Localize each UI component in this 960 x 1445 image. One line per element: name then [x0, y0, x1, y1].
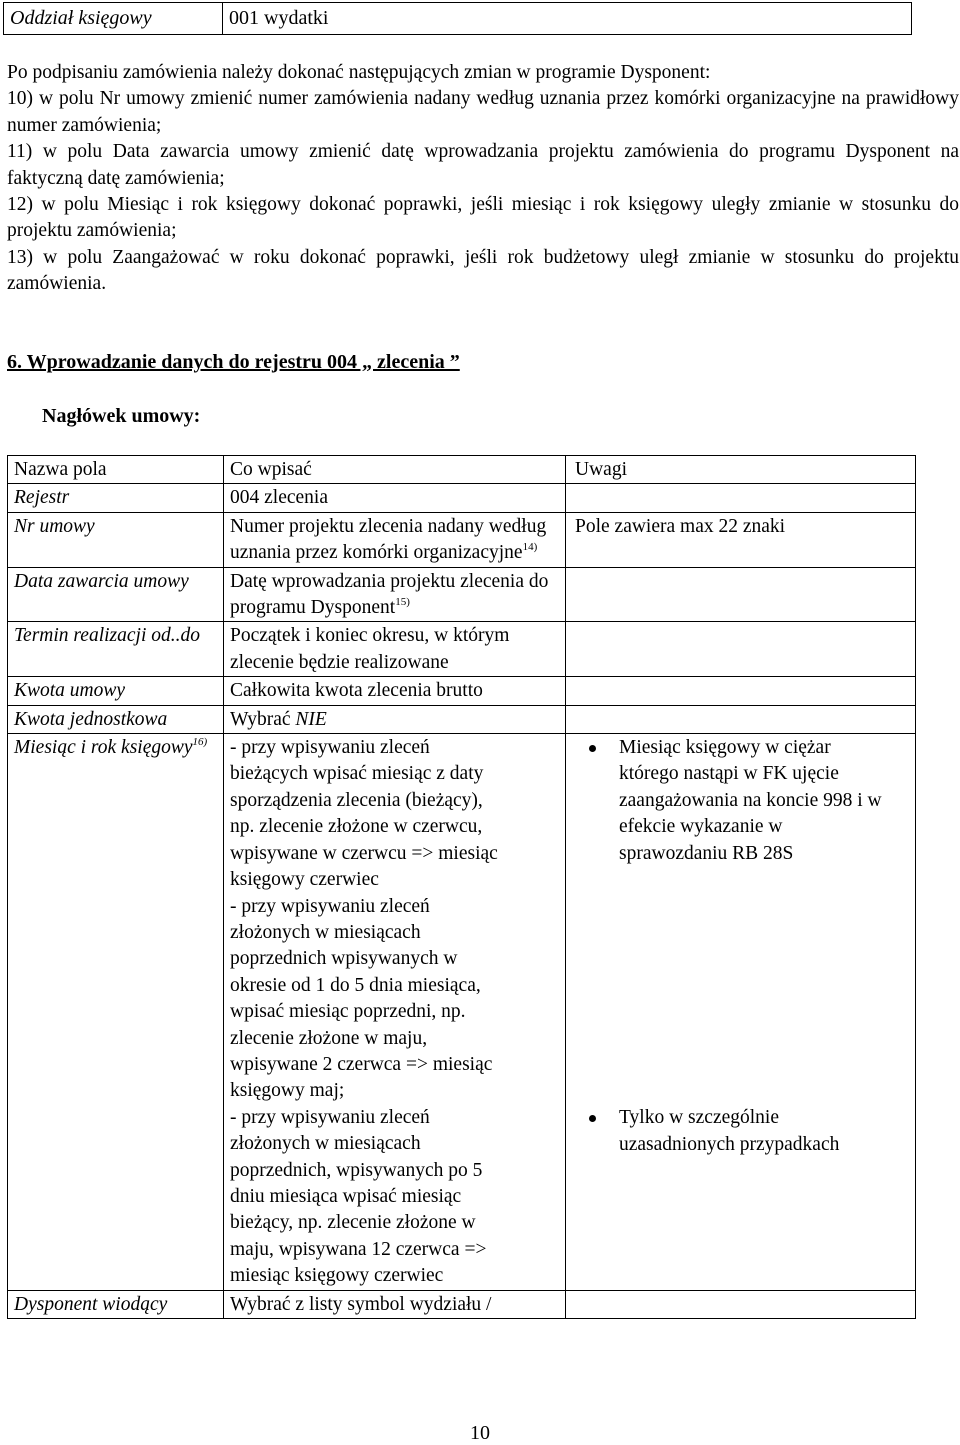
field-notes [566, 567, 916, 622]
table-row [8, 567, 916, 622]
value-line: maju, wpisywana 12 czerwca => [230, 1238, 487, 1260]
field-notes [566, 1290, 916, 1318]
intro-line: 11) w polu Data zawarcia umowy zmienić datę wprowadzania projektu zamówienia do programu Dysponent na faktyczną datę zamówienia; [7, 141, 959, 189]
value-line: - przy wpisywaniu zleceń [230, 895, 430, 917]
field-value: Całkowita kwota zlecenia brutto [224, 677, 566, 705]
value-line: sporządzenia zlecenia (bieżący), [230, 789, 483, 811]
column-header: Nazwa pola [8, 456, 224, 484]
note-bullet-text: Miesiąc księgowy w ciężar którego nastąpi w FK ujęcie zaangażowania na koncie 998 i w efekcie wykazanie w sprawozdaniu RB 28S [619, 737, 882, 864]
intro-line: Po podpisaniu zamówienia należy dokonać następujących zmian w programie Dysponent: [7, 62, 711, 83]
field-notes [566, 734, 916, 1291]
field-value [224, 512, 566, 567]
field-value: Początek i koniec okresu, w którym zlecenie będzie realizowane [224, 622, 566, 677]
note-bullet [589, 735, 894, 867]
bullet-icon [589, 745, 596, 752]
value-line: księgowy maj; [230, 1080, 345, 1102]
value-line: wpisać miesiąc poprzedni, np. [230, 1001, 466, 1023]
value-line: miesiąc księgowy czerwiec [230, 1265, 444, 1287]
intro-text [7, 60, 959, 298]
field-value [224, 705, 566, 733]
value-line: - przy wpisywaniu zleceń [230, 1106, 430, 1128]
column-header: Uwagi [566, 456, 916, 484]
table-row [8, 705, 916, 733]
table-row [8, 512, 916, 567]
value-line: księgowy czerwiec [230, 869, 379, 891]
document-header-table [3, 2, 912, 35]
fields-table [7, 455, 916, 1319]
value-line: np. zlecenie złożone w czerwcu, [230, 816, 483, 838]
note-bullet-text: Tylko w szczególnie uzasadnionych przypadkach [619, 1107, 840, 1155]
field-notes [566, 705, 916, 733]
intro-line: 10) w polu Nr umowy zmienić numer zamówienia nadany według uznania przez komórki organizacyjne na prawidłowy numer zamówienia; [7, 88, 959, 136]
field-value-text: Datę wprowadzania projektu zlecenia do programu Dysponent [230, 570, 549, 619]
field-value-text: Numer projektu zlecenia nadany według uznania przez komórki organizacyjne [230, 515, 547, 564]
intro-line: 12) w polu Miesiąc i rok księgowy dokonać poprawki, jeśli miesiąc i rok księgowy uległy zmianie w stosunku do projektu zamówienia; [7, 194, 959, 242]
value-line: dniu miesiąca wpisać miesiąc [230, 1185, 462, 1207]
value-line: złożonych w miesiącach [230, 1133, 421, 1155]
value-line: złożonych w miesiącach [230, 921, 421, 943]
field-name [8, 734, 224, 1291]
table-row [8, 484, 916, 512]
intro-line: 13) w polu Zaangażować w roku dokonać poprawki, jeśli rok budżetowy uległ zmianie w stosunku do projektu zamówienia. [7, 246, 959, 295]
department-cell: Oddział księgowy [4, 3, 223, 35]
register-cell: 001 wydatki [223, 3, 912, 35]
value-line: poprzednich wpisywanych w [230, 948, 458, 970]
field-name: Dysponent wiodący [8, 1290, 224, 1318]
field-value: Wybrać z listy symbol wydziału / [224, 1290, 566, 1318]
table-row [8, 1290, 916, 1318]
value-line: bieżący, np. zlecenie złożone w [230, 1212, 476, 1234]
table-row [8, 622, 916, 677]
field-notes [566, 622, 916, 677]
table-header-row [8, 456, 916, 484]
field-notes [566, 677, 916, 705]
section-subtitle: Nagłówek umowy: [42, 405, 201, 427]
page-number: 10 [470, 1422, 490, 1444]
footnote-ref: 16) [192, 736, 208, 749]
value-line: zlecenie złożone w maju, [230, 1027, 428, 1049]
value-line: wpisywane 2 czerwca => miesiąc [230, 1053, 493, 1075]
value-line: bieżących wpisać miesiąc z daty [230, 763, 484, 785]
value-line: wpisywane w czerwcu => miesiąc [230, 842, 498, 864]
footnote-ref: 14) [522, 541, 538, 554]
field-name: Termin realizacji od..do [8, 622, 224, 677]
value-line: poprzednich, wpisywanych po 5 [230, 1159, 483, 1181]
value-line: - przy wpisywaniu zleceń [230, 737, 430, 759]
field-name-text: Miesiąc i rok księgowy [14, 737, 193, 759]
section-title: 6. Wprowadzanie danych do rejestru 004 „ zlecenia ” [7, 351, 460, 373]
field-notes: Pole zawiera max 22 znaki [566, 512, 916, 567]
field-name: Kwota jednostkowa [8, 705, 224, 733]
field-value-emphasis: NIE [295, 708, 327, 730]
field-name: Rejestr [8, 484, 224, 512]
field-value-text: Wybrać [230, 708, 296, 730]
column-header: Co wpisać [224, 456, 566, 484]
bullet-icon [589, 1115, 596, 1122]
table-row [8, 734, 916, 1291]
field-name: Nr umowy [8, 512, 224, 567]
field-value [224, 734, 566, 1291]
field-name: Data zawarcia umowy [8, 567, 224, 622]
table-row [8, 677, 916, 705]
field-name: Kwota umowy [8, 677, 224, 705]
value-line: okresie od 1 do 5 dnia miesiąca, [230, 974, 481, 996]
note-bullet [589, 1105, 894, 1158]
field-value [224, 567, 566, 622]
footnote-ref: 15) [395, 596, 410, 609]
field-value: 004 zlecenia [224, 484, 566, 512]
field-notes [566, 484, 916, 512]
